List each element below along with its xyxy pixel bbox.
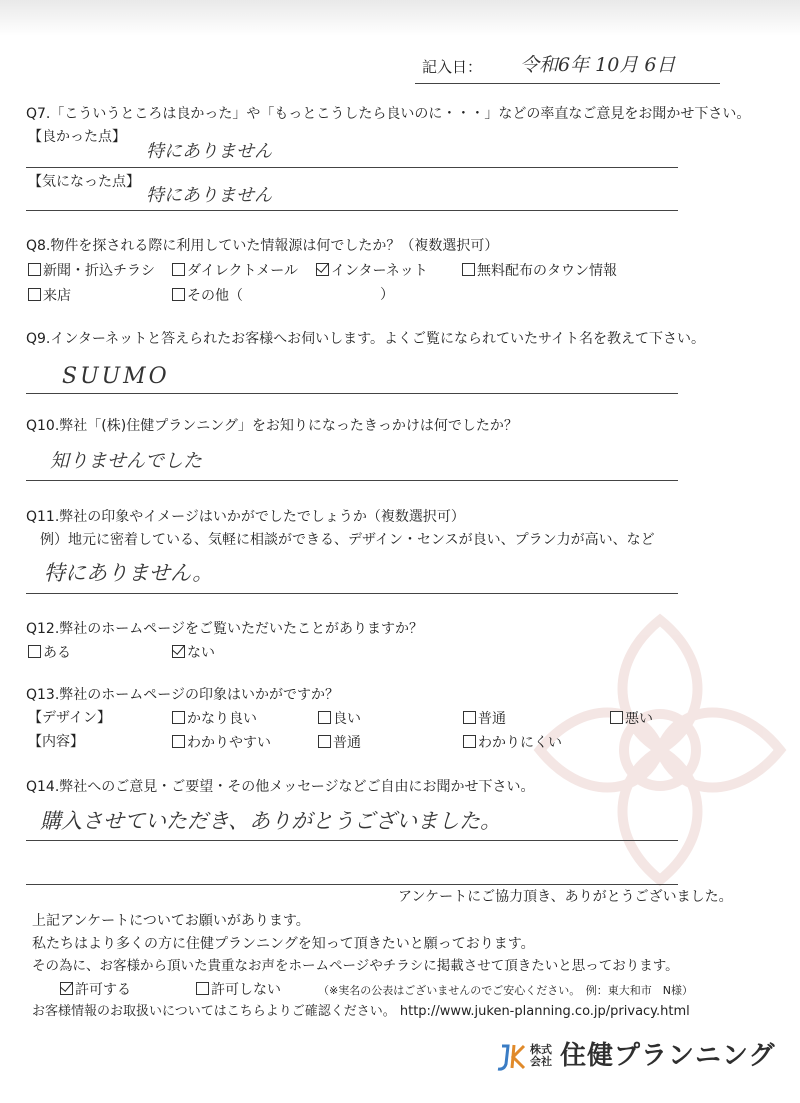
q10-line <box>26 480 678 481</box>
logo-company-name: 住健プランニング <box>560 1041 776 1071</box>
q12-option-no[interactable] <box>172 645 215 660</box>
request-line-1: 上記アンケートについてお願いがあります。 <box>32 913 310 929</box>
option-label: 普通 <box>333 735 361 751</box>
q8-question: Q8.物件を探される際に利用していた情報源は何でしたか？（複数選択可） <box>26 238 499 254</box>
jk-logo-icon <box>496 1042 530 1072</box>
option-label: わかりやすい <box>187 735 271 751</box>
option-label: ある <box>43 645 71 661</box>
q9-line <box>26 393 678 394</box>
q8-option-townpaper[interactable] <box>462 263 617 278</box>
q12-question: Q12.弊社のホームページをご覧いただいたことがありますか？ <box>26 621 424 637</box>
company-logo <box>496 1040 786 1076</box>
q11-line <box>26 593 678 594</box>
q7-concern-label: 【気になった点】 <box>28 174 140 190</box>
privacy-text: お客様情報のお取扱いについてはこちらよりご確認ください。 http://www.juken-planning.co.jp/privacy.html <box>32 1004 690 1019</box>
permit-no[interactable] <box>196 982 281 997</box>
q8-other-close: ） <box>380 287 394 303</box>
checkbox[interactable] <box>463 711 476 724</box>
checkbox[interactable] <box>463 735 476 748</box>
q13-content-unclear[interactable] <box>463 735 562 750</box>
checkbox-checked[interactable] <box>316 263 329 276</box>
option-label: 来店 <box>43 288 71 304</box>
checkbox-checked[interactable] <box>60 982 73 995</box>
date-underline <box>415 83 720 84</box>
request-line-3: その為に、お客様から頂いた貴重なお声をホームページやチラシに掲載させて頂きたいと思っております。 <box>32 958 679 974</box>
q9-answer: SUUMO <box>62 364 170 389</box>
q13-question: Q13.弊社のホームページの印象はいかがですか？ <box>26 687 340 703</box>
checkbox[interactable] <box>28 288 41 301</box>
permit-yes[interactable] <box>60 982 131 997</box>
q14-line-2 <box>26 884 678 885</box>
option-label: 良い <box>333 711 361 727</box>
date-label: 記入日： <box>422 58 483 76</box>
checkbox[interactable] <box>196 982 209 995</box>
q7-good-line <box>26 167 678 168</box>
checkbox-checked[interactable] <box>172 645 185 658</box>
option-label: ない <box>187 645 215 661</box>
thanks-text: アンケートにご協力頂き、ありがとうございました。 <box>398 889 733 905</box>
request-line-2: 私たちはより多くの方に住健プランニングを知って頂きたいと願っております。 <box>32 936 535 952</box>
q11-example: 例）地元に密着している、気軽に相談ができる、デザイン・センスが良い、プラン力が高い、など <box>40 532 655 548</box>
q14-question: Q14.弊社へのご意見・ご要望・その他メッセージなどご自由にお聞かせ下さい。 <box>26 779 535 795</box>
q10-question: Q10.弊社「(株)住健プランニング」をお知りになったきっかけは何でしたか？ <box>26 418 518 434</box>
option-label: 普通 <box>478 711 506 727</box>
option-label: 許可する <box>75 982 131 998</box>
option-label: その他（ <box>187 288 243 304</box>
checkbox[interactable] <box>172 735 185 748</box>
q7-concern-line <box>26 210 678 211</box>
q12-option-yes[interactable] <box>28 645 71 660</box>
checkbox[interactable] <box>462 263 475 276</box>
q10-answer: 知りませんでした <box>50 450 203 472</box>
q13-design-bad[interactable] <box>610 711 653 726</box>
option-label: かなり良い <box>187 711 257 727</box>
q13-design-very-good[interactable] <box>172 711 257 726</box>
q7-concern-answer: 特にありません <box>146 185 272 206</box>
q14-answer: 購入させていただき、ありがとうございました。 <box>40 809 502 833</box>
option-label: 新聞・折込チラシ <box>43 263 155 279</box>
option-label: インターネット <box>331 263 428 279</box>
option-label: 悪い <box>625 711 653 727</box>
option-label: 許可しない <box>211 982 281 998</box>
q13-design-average[interactable] <box>463 711 506 726</box>
background-ornament <box>520 600 800 900</box>
q8-option-newspaper[interactable] <box>28 263 155 278</box>
checkbox[interactable] <box>172 711 185 724</box>
q7-question: Q7.「こういうところは良かった」や「もっとこうしたら良いのに・・・」などの率直なご意見をお聞かせ下さい。 <box>26 106 751 122</box>
checkbox[interactable] <box>172 288 185 301</box>
q14-line-1 <box>26 840 678 841</box>
scan-shadow <box>0 0 800 36</box>
checkbox[interactable] <box>318 711 331 724</box>
q13-content-label: 【内容】 <box>28 734 84 750</box>
q13-content-average[interactable] <box>318 735 361 750</box>
q11-answer: 特にありません。 <box>44 561 214 585</box>
q13-design-label: 【デザイン】 <box>28 710 112 726</box>
anonymity-note: （※実名の公表はございませんのでご安心ください。 例：東大和市 N様） <box>318 984 693 997</box>
logo-corp-type: 株式会社 <box>530 1043 552 1069</box>
option-label: わかりにくい <box>478 735 562 751</box>
q13-design-good[interactable] <box>318 711 361 726</box>
q8-option-internet[interactable] <box>316 263 428 278</box>
q7-good-answer: 特にありません <box>146 141 272 162</box>
checkbox[interactable] <box>610 711 623 724</box>
option-label: 無料配布のタウン情報 <box>477 263 617 279</box>
checkbox[interactable] <box>28 263 41 276</box>
checkbox[interactable] <box>28 645 41 658</box>
q11-question: Q11.弊社の印象やイメージはいかがでしたでしょうか（複数選択可） <box>26 509 465 525</box>
q13-content-clear[interactable] <box>172 735 271 750</box>
q8-option-visit[interactable] <box>28 288 71 303</box>
date-value: 令和6年 10月 6日 <box>520 54 676 76</box>
checkbox[interactable] <box>172 263 185 276</box>
q8-option-dm[interactable] <box>172 263 298 278</box>
q9-question: Q9.インターネットと答えられたお客様へお伺いします。よくご覧になられていたサイト名を教えて下さい。 <box>26 331 706 347</box>
checkbox[interactable] <box>318 735 331 748</box>
q7-good-label: 【良かった点】 <box>28 129 126 145</box>
option-label: ダイレクトメール <box>187 263 299 279</box>
q8-option-other[interactable] <box>172 288 243 303</box>
